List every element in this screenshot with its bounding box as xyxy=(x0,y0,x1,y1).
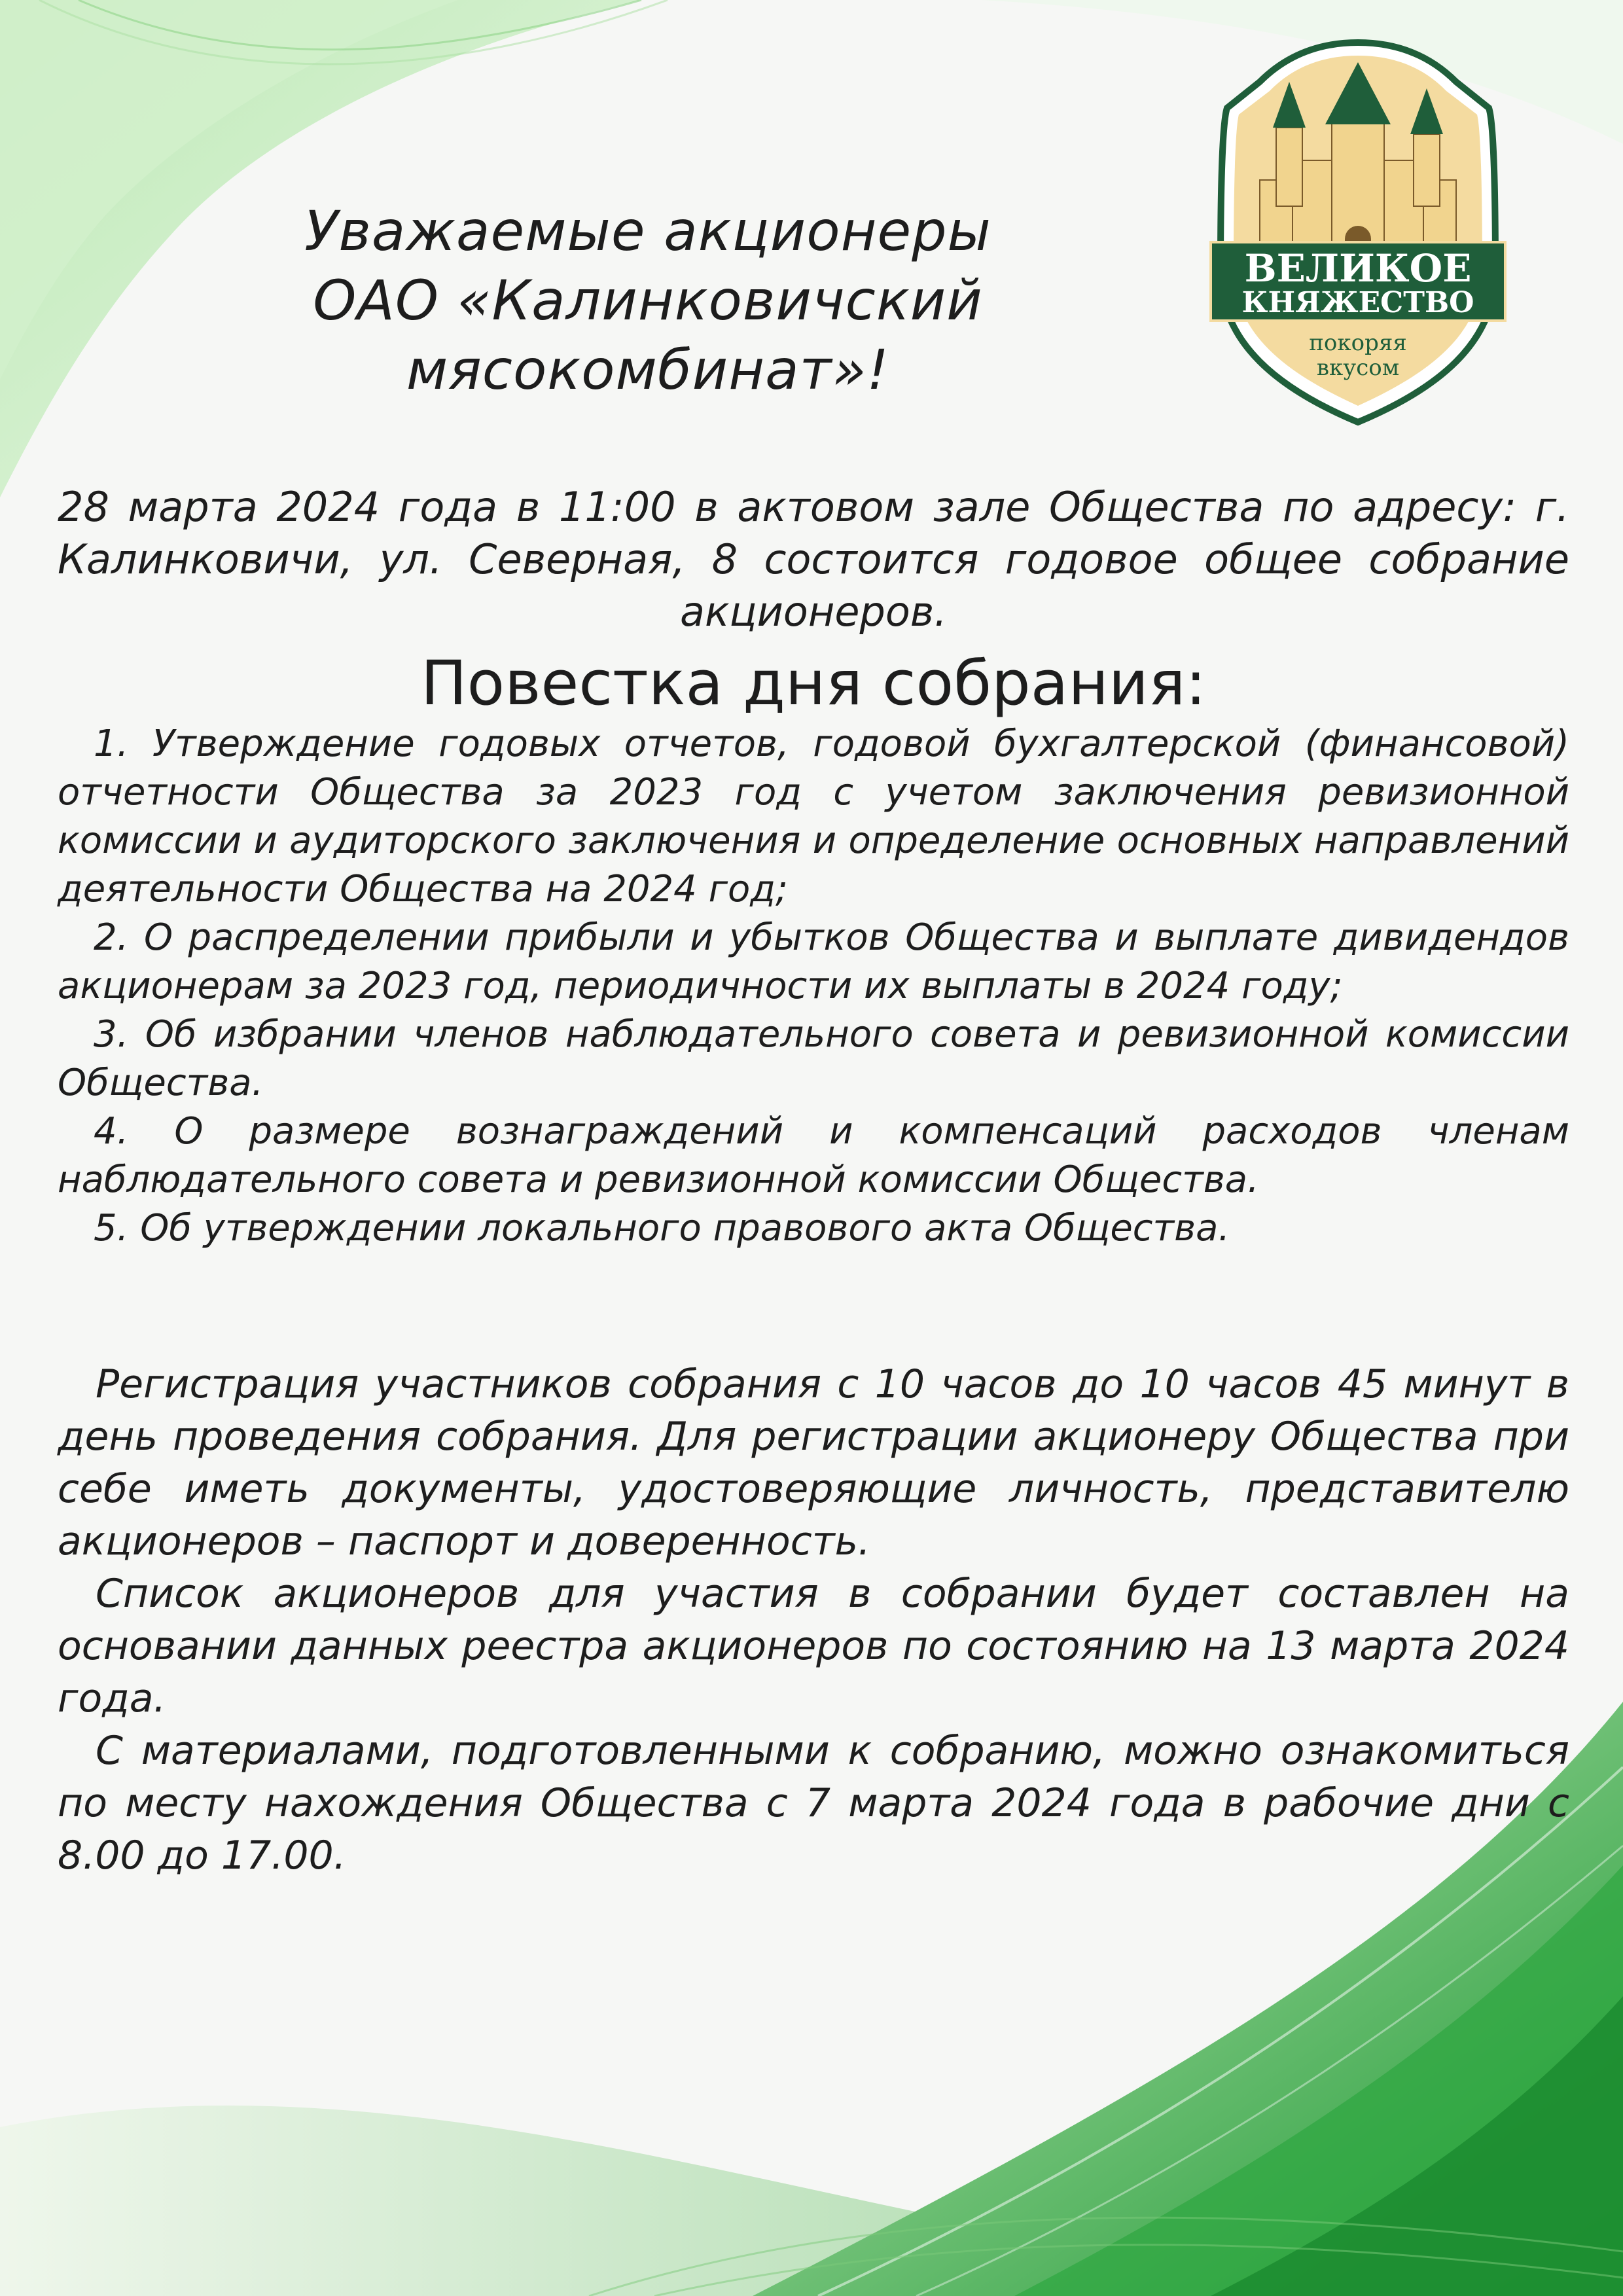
company-logo xyxy=(1207,36,1508,429)
meeting-announcement: 28 марта 2024 года в 11:00 в актовом зале Общества по адресу: г. Калинковичи, ул. Северная, 8 состоится годовое общее собрание акционеров. xyxy=(58,483,1569,636)
agenda-list xyxy=(58,720,1569,1253)
agenda-item: 3. Об избрании членов наблюдательного совета и ревизионной комиссии Общества. xyxy=(58,1013,1569,1104)
title-line-3: мясокомбинат»! xyxy=(406,338,890,402)
agenda-item: 5. Об утверждении локального правового акта Общества. xyxy=(94,1207,1230,1249)
notes-section xyxy=(58,1358,1569,1882)
shareholder-list-note: Список акционеров для участия в собрании будет составлен на основании данных реестра акционеров по состоянию на 13 марта 2024 года. xyxy=(58,1571,1569,1721)
title-line-1: Уважаемые акционеры xyxy=(304,199,991,263)
agenda-item: 2. О распределении прибыли и убытков Общества и выплате дивидендов акционерам за 2023 год, периодичности их выплаты в 2024 году; xyxy=(58,916,1569,1007)
svg-text:КНЯЖЕСТВО: КНЯЖЕСТВО xyxy=(1241,286,1474,319)
registration-note: Регистрация участников собрания с 10 часов до 10 часов 45 минут в день проведения собрания. Для регистрации акционеру Общества при себе иметь документы, удостоверяющие личность, представителю акционеров – паспорт и доверенность. xyxy=(58,1361,1569,1564)
agenda-item: 1. Утверждение годовых отчетов, годовой бухгалтерской (финансовой) отчетности Общества за 2023 год с учетом заключения ревизионной комиссии и аудиторского заключения и определение основных направлений деятельности Общества на 2024 год; xyxy=(58,723,1569,910)
svg-text:ВЕЛИКОЕ: ВЕЛИКОЕ xyxy=(1244,246,1472,291)
svg-text:покоряя: покоряя xyxy=(1309,330,1407,356)
agenda-item: 4. О размере вознаграждений и компенсаций расходов членам наблюдательного совета и ревизионной комиссии Общества. xyxy=(58,1110,1569,1201)
page-title xyxy=(196,196,1099,404)
agenda-heading: Повестка дня собрания: xyxy=(420,648,1207,719)
materials-note: С материалами, подготовленными к собранию, можно ознакомиться по месту нахождения Общества с 7 марта 2024 года в рабочие дни с 8.00 до 17.00. xyxy=(58,1728,1569,1878)
svg-text:вкусом: вкусом xyxy=(1316,355,1400,381)
title-line-2: ОАО «Калинковичский xyxy=(313,268,983,332)
